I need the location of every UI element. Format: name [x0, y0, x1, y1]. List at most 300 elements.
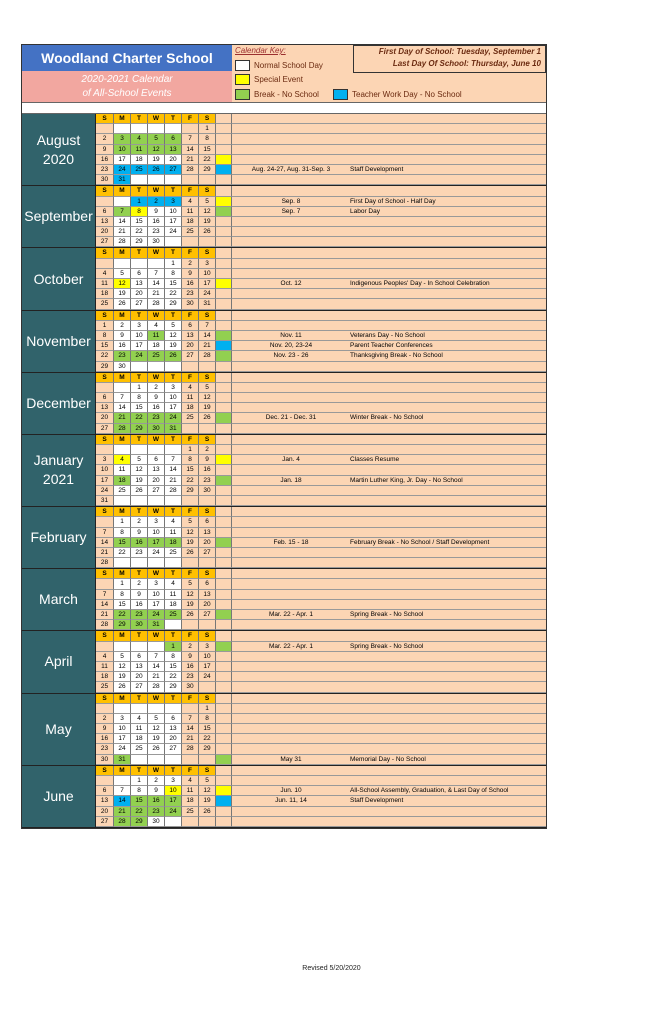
day-cell: 4 [96, 652, 114, 662]
day-cell: 29 [182, 486, 199, 496]
weekday-header: S [199, 569, 216, 579]
weekday-header: M [114, 507, 131, 517]
event-cell [232, 590, 546, 600]
event-cell [232, 600, 546, 610]
day-cell [199, 755, 216, 765]
day-cell: 15 [114, 538, 131, 548]
day-cell: 4 [114, 455, 131, 465]
day-cell: 7 [182, 134, 199, 144]
month-block [22, 248, 546, 310]
event-cell [232, 248, 546, 258]
weekday-header: T [131, 373, 148, 383]
event-date: Mar. 22 - Apr. 1 [268, 611, 314, 618]
weekday-header: F [182, 507, 199, 517]
day-cell: 18 [165, 600, 182, 610]
day-cell: 17 [148, 538, 165, 548]
event-marker [216, 786, 232, 796]
day-cell: 7 [96, 590, 114, 600]
day-cell: 2 [148, 776, 165, 786]
weekday-header: S [199, 435, 216, 445]
event-cell [232, 694, 546, 704]
weekday-header: F [182, 766, 199, 776]
day-cell: 9 [148, 207, 165, 217]
day-cell: 18 [182, 403, 199, 413]
day-cell: 13 [148, 465, 165, 475]
day-cell [165, 704, 182, 714]
week-row [96, 269, 546, 279]
event-marker [216, 259, 232, 269]
day-cell: 24 [199, 289, 216, 299]
last-day-text: Last Day Of School: Thursday, June 10 [392, 59, 541, 68]
day-cell: 16 [182, 662, 199, 672]
day-cell: 25 [131, 744, 148, 754]
day-cell: 23 [148, 413, 165, 423]
day-cell: 26 [165, 351, 182, 361]
day-cell: 5 [114, 269, 131, 279]
day-cell [199, 424, 216, 434]
weekday-header: W [148, 311, 165, 321]
day-cell: 21 [114, 807, 131, 817]
event-cell [232, 403, 546, 413]
weekday-header: S [96, 248, 114, 258]
weekday-header: M [114, 311, 131, 321]
weekday-header: T [131, 435, 148, 445]
day-cell: 7 [114, 393, 131, 403]
day-cell: 28 [148, 682, 165, 692]
day-cell: 14 [148, 279, 165, 289]
week-row [96, 289, 546, 299]
day-cell: 10 [114, 145, 131, 155]
day-cell: 5 [182, 517, 199, 527]
legend-swatch-break [235, 89, 250, 100]
day-cell: 17 [114, 734, 131, 744]
day-cell [199, 496, 216, 506]
event-marker [216, 331, 232, 341]
day-cell: 5 [148, 134, 165, 144]
weekday-header: T [165, 631, 182, 641]
day-cell: 30 [148, 424, 165, 434]
day-cell: 1 [131, 197, 148, 207]
day-cell: 12 [182, 590, 199, 600]
event-cell [232, 642, 546, 652]
weekday-header: T [165, 114, 182, 124]
day-cell: 26 [148, 165, 165, 175]
day-cell: 27 [199, 548, 216, 558]
day-cell: 9 [114, 331, 131, 341]
weekday-header: W [148, 435, 165, 445]
day-cell [165, 496, 182, 506]
event-cell [232, 528, 546, 538]
day-cell [182, 237, 199, 247]
legend-label-normal: Normal School Day [254, 61, 323, 70]
event-cell [232, 341, 546, 351]
day-cell: 29 [114, 620, 131, 630]
day-cell: 24 [165, 807, 182, 817]
day-cell: 14 [96, 600, 114, 610]
event-date: Jun. 10 [280, 787, 302, 795]
day-cell: 5 [182, 579, 199, 589]
event-description: Winter Break - No School [350, 414, 424, 422]
day-cell: 28 [96, 558, 114, 568]
day-cell: 2 [96, 134, 114, 144]
day-cell [165, 362, 182, 372]
event-marker [216, 227, 232, 237]
event-description: First Day of School - Half Day [350, 197, 436, 205]
day-cell: 11 [131, 145, 148, 155]
day-cell: 26 [114, 299, 131, 309]
event-description: Parent Teacher Conferences [350, 342, 433, 350]
event-marker [216, 351, 232, 361]
day-cell [131, 704, 148, 714]
day-cell [165, 445, 182, 455]
weekday-header: T [165, 311, 182, 321]
day-cell: 28 [148, 299, 165, 309]
day-cell: 13 [96, 796, 114, 806]
day-cell: 4 [165, 579, 182, 589]
day-cell: 13 [165, 724, 182, 734]
day-cell: 12 [199, 786, 216, 796]
day-cell [114, 776, 131, 786]
week-row [96, 165, 546, 175]
day-cell: 12 [114, 279, 131, 289]
day-cell: 25 [148, 351, 165, 361]
month-label: December [22, 373, 96, 434]
day-cell [165, 755, 182, 765]
event-marker [216, 424, 232, 434]
day-cell: 11 [96, 279, 114, 289]
day-cell [114, 558, 131, 568]
event-marker [216, 734, 232, 744]
day-cell [182, 755, 199, 765]
weekday-header: S [199, 694, 216, 704]
month-block [22, 186, 546, 248]
legend-teacher-work [333, 88, 462, 101]
day-cell [182, 620, 199, 630]
day-cell: 14 [96, 538, 114, 548]
weekday-header: S [199, 311, 216, 321]
day-cell [199, 558, 216, 568]
day-cell: 13 [182, 331, 199, 341]
event-date: Feb. 15 - 18 [273, 538, 309, 546]
week-row [96, 217, 546, 227]
event-cell [232, 558, 546, 568]
day-cell: 22 [165, 672, 182, 682]
week-row [96, 776, 546, 786]
day-cell [96, 259, 114, 269]
day-cell: 19 [199, 796, 216, 806]
day-cell: 3 [165, 383, 182, 393]
day-cell: 15 [96, 341, 114, 351]
month-block [22, 569, 546, 631]
week-row [96, 393, 546, 403]
day-cell: 2 [131, 579, 148, 589]
event-marker [216, 579, 232, 589]
day-cell: 8 [199, 714, 216, 724]
day-cell: 24 [96, 486, 114, 496]
day-cell: 13 [131, 662, 148, 672]
event-marker [216, 413, 232, 423]
day-cell: 7 [199, 321, 216, 331]
day-cell [131, 362, 148, 372]
weekday-header: T [165, 435, 182, 445]
weekday-header: W [148, 373, 165, 383]
title-line-2: of All-School Events [82, 88, 172, 99]
event-date: Nov. 23 - 26 [273, 352, 309, 360]
day-cell: 5 [114, 652, 131, 662]
event-cell [232, 579, 546, 589]
weekday-header: S [96, 507, 114, 517]
day-cell: 12 [148, 724, 165, 734]
day-cell: 27 [131, 682, 148, 692]
day-cell: 13 [199, 590, 216, 600]
day-cell [114, 496, 131, 506]
day-cell: 1 [114, 579, 131, 589]
event-marker [216, 517, 232, 527]
event-date: Jun. 11, 14 [275, 797, 307, 805]
day-cell: 31 [148, 620, 165, 630]
day-cell: 27 [96, 424, 114, 434]
day-cell [96, 124, 114, 134]
day-cell: 13 [165, 145, 182, 155]
day-cell: 28 [182, 165, 199, 175]
day-cell: 30 [114, 362, 131, 372]
day-cell: 23 [148, 227, 165, 237]
month-label: September [22, 186, 96, 247]
event-marker [216, 237, 232, 247]
event-cell [232, 259, 546, 269]
event-marker [216, 124, 232, 134]
day-cell: 19 [114, 672, 131, 682]
day-cell: 3 [165, 776, 182, 786]
event-marker [216, 631, 232, 641]
week-row [96, 672, 546, 682]
day-cell: 22 [165, 289, 182, 299]
day-cell: 26 [148, 744, 165, 754]
day-cell: 10 [199, 652, 216, 662]
month-block [22, 694, 546, 766]
weekday-header: S [199, 631, 216, 641]
day-cell: 23 [96, 165, 114, 175]
event-marker [216, 817, 232, 827]
day-cell: 6 [131, 652, 148, 662]
day-cell: 26 [182, 548, 199, 558]
day-cell: 3 [199, 642, 216, 652]
week-row [96, 682, 546, 692]
event-cell [232, 538, 546, 548]
event-marker [216, 507, 232, 517]
event-cell [232, 237, 546, 247]
day-cell: 28 [182, 744, 199, 754]
week-row [96, 548, 546, 558]
event-marker [216, 744, 232, 754]
day-cell: 26 [114, 682, 131, 692]
day-cell: 27 [96, 237, 114, 247]
event-marker [216, 486, 232, 496]
weekday-header: S [199, 507, 216, 517]
day-cell: 10 [165, 393, 182, 403]
event-description: Staff Development [350, 165, 404, 173]
month-block [22, 631, 546, 693]
day-cell: 3 [199, 259, 216, 269]
day-cell: 1 [131, 776, 148, 786]
day-cell: 11 [165, 528, 182, 538]
event-cell [232, 817, 546, 827]
day-cell: 1 [182, 445, 199, 455]
day-cell: 12 [182, 528, 199, 538]
day-cell: 19 [165, 341, 182, 351]
weekday-header: T [131, 114, 148, 124]
day-cell: 8 [114, 590, 131, 600]
day-cell [148, 362, 165, 372]
week-row [96, 455, 546, 465]
day-cell [114, 704, 131, 714]
day-cell [199, 817, 216, 827]
day-cell [199, 620, 216, 630]
event-cell [232, 766, 546, 776]
day-cell [114, 259, 131, 269]
event-marker [216, 600, 232, 610]
day-cell: 24 [114, 744, 131, 754]
day-cell: 15 [165, 662, 182, 672]
week-row [96, 724, 546, 734]
day-cell: 9 [96, 724, 114, 734]
day-cell: 21 [114, 227, 131, 237]
day-cell [131, 259, 148, 269]
month-label: May [22, 694, 96, 765]
day-cell: 20 [96, 413, 114, 423]
event-cell [232, 114, 546, 124]
day-cell: 10 [131, 331, 148, 341]
day-cell: 16 [96, 155, 114, 165]
day-cell: 15 [199, 145, 216, 155]
day-cell: 7 [148, 269, 165, 279]
event-cell [232, 569, 546, 579]
day-cell [131, 755, 148, 765]
day-cell: 30 [148, 817, 165, 827]
event-date: Sep. 7 [281, 207, 301, 215]
day-cell: 18 [182, 796, 199, 806]
legend-swatch-special [235, 74, 250, 85]
day-cell: 30 [148, 237, 165, 247]
day-cell: 9 [148, 786, 165, 796]
event-cell [232, 445, 546, 455]
day-cell: 10 [148, 528, 165, 538]
day-cell [165, 124, 182, 134]
event-description: All-School Assembly, Graduation, & Last Day of School [350, 787, 509, 795]
day-cell: 20 [131, 289, 148, 299]
weekday-header: S [96, 766, 114, 776]
day-cell: 13 [131, 279, 148, 289]
day-cell [165, 620, 182, 630]
week-row [96, 558, 546, 568]
weekday-header: S [96, 631, 114, 641]
day-cell: 9 [182, 652, 199, 662]
weekday-header: S [96, 311, 114, 321]
day-cell: 2 [148, 383, 165, 393]
event-marker [216, 590, 232, 600]
weekday-header: T [165, 186, 182, 196]
day-cell [182, 817, 199, 827]
day-cell: 24 [114, 165, 131, 175]
month-block [22, 311, 546, 373]
day-cell: 31 [114, 175, 131, 185]
weekday-header: S [96, 694, 114, 704]
event-marker [216, 269, 232, 279]
event-cell [232, 682, 546, 692]
event-description: Martin Luther King, Jr. Day - No School [350, 476, 463, 484]
day-cell: 11 [165, 590, 182, 600]
event-cell [232, 321, 546, 331]
event-marker [216, 642, 232, 652]
day-cell: 17 [199, 662, 216, 672]
day-cell [148, 704, 165, 714]
day-cell: 26 [182, 610, 199, 620]
day-cell: 8 [131, 393, 148, 403]
event-marker [216, 321, 232, 331]
day-cell: 7 [96, 528, 114, 538]
weekday-header: T [131, 631, 148, 641]
day-cell: 11 [182, 786, 199, 796]
day-cell: 27 [148, 486, 165, 496]
day-cell: 22 [199, 155, 216, 165]
event-cell [232, 197, 546, 207]
day-cell: 28 [114, 424, 131, 434]
day-cell: 24 [131, 351, 148, 361]
day-cell: 10 [165, 207, 182, 217]
day-cell [114, 383, 131, 393]
weekday-header: T [131, 766, 148, 776]
event-cell [232, 373, 546, 383]
day-cell [165, 237, 182, 247]
event-description: Labor Day [350, 207, 380, 215]
day-cell [148, 496, 165, 506]
day-cell [96, 642, 114, 652]
day-cell: 18 [96, 289, 114, 299]
day-cell: 24 [165, 413, 182, 423]
day-cell: 6 [131, 269, 148, 279]
event-cell [232, 548, 546, 558]
day-cell: 22 [114, 548, 131, 558]
day-cell: 19 [114, 289, 131, 299]
event-marker [216, 610, 232, 620]
event-marker [216, 724, 232, 734]
event-cell [232, 299, 546, 309]
event-marker [216, 465, 232, 475]
day-cell: 25 [182, 807, 199, 817]
event-marker [216, 362, 232, 372]
week-row [96, 538, 546, 548]
day-cell: 15 [131, 403, 148, 413]
event-cell [232, 413, 546, 423]
day-cell: 16 [114, 341, 131, 351]
day-cell: 24 [148, 610, 165, 620]
event-cell [232, 465, 546, 475]
event-cell [232, 517, 546, 527]
day-cell: 17 [96, 476, 114, 486]
event-marker [216, 197, 232, 207]
event-description: Indigenous Peoples' Day - In School Celebration [350, 280, 490, 287]
event-marker [216, 393, 232, 403]
day-cell: 4 [165, 517, 182, 527]
day-cell: 7 [165, 455, 182, 465]
day-cell: 4 [96, 269, 114, 279]
day-cell: 23 [114, 351, 131, 361]
weekday-header: T [131, 569, 148, 579]
day-cell: 15 [131, 796, 148, 806]
day-cell: 20 [96, 807, 114, 817]
day-cell: 2 [148, 197, 165, 207]
week-row [96, 704, 546, 714]
